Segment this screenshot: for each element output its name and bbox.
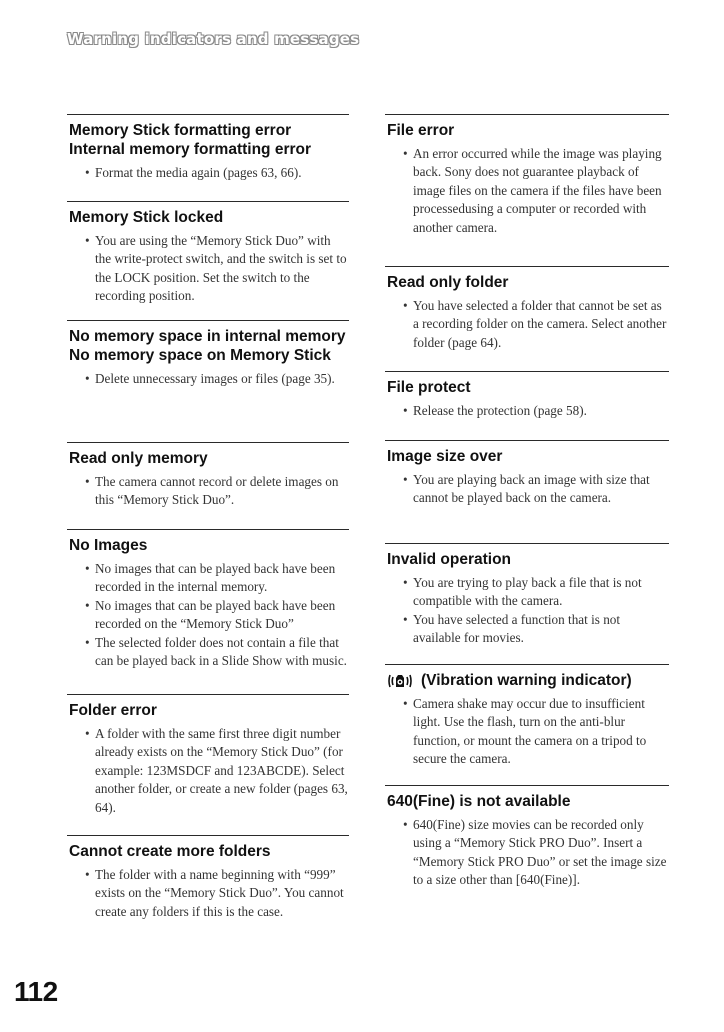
entry-no-memory-space (67, 320, 349, 442)
bullet-item: • 640(Fine) size movies can be recorded only using a “Memory Stick PRO Duo”. Insert a “Memory Stick PRO Duo” or set the image size to a size other than [640(Fine)]. (403, 816, 669, 890)
bullet-list (385, 297, 669, 352)
entry-heading: No memory space on Memory Stick (69, 347, 331, 364)
bullet-list (67, 725, 349, 817)
running-head: Warning indicators and messages (67, 30, 360, 48)
page-number: 112 (14, 976, 58, 1007)
bullet-list (67, 473, 349, 510)
entry-heading: Memory Stick formatting error (69, 122, 292, 139)
entry-memory-stick-locked (67, 201, 349, 320)
bullet-item: • Release the protection (page 58). (403, 402, 669, 420)
bullet-list (385, 695, 669, 769)
bullet-item: • You are trying to play back a file that is not compatible with the camera. (403, 574, 669, 611)
entry-heading: Folder error (69, 702, 157, 719)
left-column (67, 114, 349, 946)
entry-heading-text: (Vibration warning indicator) (421, 672, 632, 689)
entry-heading: Read only folder (387, 274, 509, 291)
bullet-item: • Delete unnecessary images or files (page 35). (85, 370, 349, 388)
entry-heading: No Images (69, 537, 148, 554)
entry-vibration-warning (385, 664, 669, 785)
entry-file-error (385, 114, 669, 266)
entry-heading: 640(Fine) is not available (387, 793, 571, 810)
bullet-item: • A folder with the same first three digit number already exists on the “Memory Stick Duo” (for example: 123MSDCF and 123ABCDE). Select another folder, or create a new folder (pages 63, 64). (85, 725, 349, 817)
bullet-list (385, 145, 669, 237)
entry-heading: Invalid operation (387, 551, 512, 568)
entry-heading: File error (387, 122, 455, 139)
bullet-item: • An error occurred while the image was playing back. Sony does not guarantee playback of image files on the camera if the files have been processedusing a computer or recorded with another camera. (403, 145, 669, 237)
bullet-list (385, 816, 669, 890)
entry-640-fine-not-available (385, 785, 669, 916)
bullet-item: • The folder with a name beginning with “999” exists on the “Memory Stick Duo”. You cannot create any folders if this is the case. (85, 866, 349, 921)
entry-invalid-operation (385, 543, 669, 664)
bullet-item: • No images that can be played back have been recorded in the internal memory. (85, 560, 349, 597)
bullet-item: • You are using the “Memory Stick Duo” with the write-protect switch, and the switch is set to the LOCK position. Set the switch to the recording position. (85, 232, 349, 306)
bullet-item: • You have selected a function that is not available for movies. (403, 611, 669, 648)
bullet-item: • No images that can be played back have been recorded on the “Memory Stick Duo” (85, 597, 349, 634)
right-column (385, 114, 669, 916)
entry-image-size-over (385, 440, 669, 543)
bullet-list (385, 402, 669, 420)
bullet-item: • The camera cannot record or delete images on this “Memory Stick Duo”. (85, 473, 349, 510)
entry-heading-with-icon (387, 671, 669, 690)
entry-heading: Cannot create more folders (69, 843, 271, 860)
bullet-list (385, 574, 669, 648)
entry-folder-error (67, 694, 349, 835)
entry-heading: File protect (387, 379, 471, 396)
bullet-item: • Format the media again (pages 63, 66). (85, 164, 349, 182)
entry-read-only-folder (385, 266, 669, 371)
entry-heading: Internal memory formatting error (69, 141, 312, 158)
entry-no-images (67, 529, 349, 694)
bullet-list (67, 560, 349, 670)
bullet-list (67, 370, 349, 388)
vibration-warning-icon (387, 672, 413, 690)
bullet-item: • You have selected a folder that cannot be set as a recording folder on the camera. Select another folder (page 64). (403, 297, 669, 352)
entry-heading: Memory Stick locked (69, 209, 224, 226)
entry-file-protect (385, 371, 669, 440)
entry-cannot-create-more-folders (67, 835, 349, 946)
bullet-item: • The selected folder does not contain a file that can be played back in a Slide Show with music. (85, 634, 349, 671)
bullet-list (67, 866, 349, 921)
entry-read-only-memory (67, 442, 349, 529)
bullet-item: • Camera shake may occur due to insufficient light. Use the flash, turn on the anti-blur function, or mount the camera on a tripod to secure the camera. (403, 695, 669, 769)
entry-heading: No memory space in internal memory (69, 328, 346, 345)
entry-heading: Read only memory (69, 450, 208, 467)
bullet-list (67, 164, 349, 182)
bullet-item: • You are playing back an image with size that cannot be played back on the camera. (403, 471, 669, 508)
bullet-list (67, 232, 349, 306)
entry-heading: Image size over (387, 448, 503, 465)
entry-memory-stick-formatting-error (67, 114, 349, 201)
bullet-list (385, 471, 669, 508)
